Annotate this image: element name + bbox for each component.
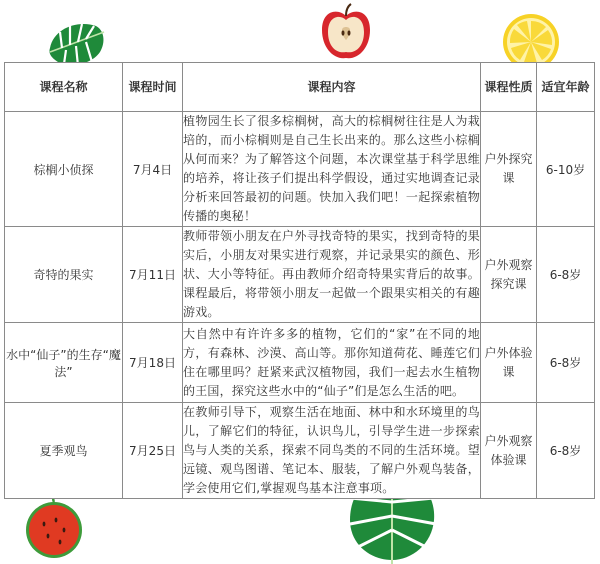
course-type: 户外观察体验课 <box>481 403 537 499</box>
watermelon-icon <box>22 490 86 560</box>
table-row <box>5 112 595 227</box>
table-row <box>5 227 595 323</box>
course-name: 棕榈小侦探 <box>5 112 123 227</box>
header-course-name: 课程名称 <box>5 63 123 112</box>
course-name: 夏季观鸟 <box>5 403 123 499</box>
table-row <box>5 403 595 499</box>
course-date: 7月4日 <box>123 112 183 227</box>
course-type: 户外探究课 <box>481 112 537 227</box>
course-age: 6-8岁 <box>537 403 595 499</box>
table-row <box>5 323 595 403</box>
header-course-time: 课程时间 <box>123 63 183 112</box>
header-course-content: 课程内容 <box>183 63 481 112</box>
course-date: 7月11日 <box>123 227 183 323</box>
course-table <box>4 62 595 499</box>
course-date: 7月25日 <box>123 403 183 499</box>
course-type: 户外体验课 <box>481 323 537 403</box>
course-content: 植物园生长了很多棕榈树，高大的棕榈树往往是人为栽培的，而小棕榈则是自己生长出来的。那么这些小棕榈从何而来？为了解答这个问题，本次课堂基于科学思维的培养，将让孩子们提出科学假设，通过实地调查记录分析来回答最初的问题。快加入我们吧！一起探索植物传播的奥秘！ <box>183 112 481 227</box>
course-age: 6-8岁 <box>537 227 595 323</box>
apple-slice-icon <box>318 2 374 62</box>
course-content: 教师带领小朋友在户外寻找奇特的果实，找到奇特的果实后，小朋友对果实进行观察，并记录果实的颜色、形状、大小等特征。再由教师介绍奇特果实背后的故事。课程最后，将带领小朋友一起做一个跟果实相关的有趣游戏。 <box>183 227 481 323</box>
course-date: 7月18日 <box>123 323 183 403</box>
table-header-row <box>5 63 595 112</box>
course-content: 在教师引导下，观察生活在地面、林中和水环境里的鸟儿，了解它们的特征，认识鸟儿，引导学生进一步探索鸟与人类的关系，探索不同鸟类的不同的生活环境。望远镜、观鸟图谱、笔记本、服装，了解户外观鸟装备，学会使用它们,掌握观鸟基本注意事项。 <box>183 403 481 499</box>
course-type: 户外观察探究课 <box>481 227 537 323</box>
course-name: 水中“仙子”的生存“魔法” <box>5 323 123 403</box>
course-age: 6-10岁 <box>537 112 595 227</box>
course-content: 大自然中有许许多多的植物，它们的“家”在不同的地方，有森林、沙漠、高山等。那你知道荷花、睡莲它们住在哪里吗？赶紧来武汉植物园，我们一起去水生植物的王国，探究这些水中的“仙子”们是怎么生活的吧。 <box>183 323 481 403</box>
header-course-type: 课程性质 <box>481 63 537 112</box>
course-name: 奇特的果实 <box>5 227 123 323</box>
course-age: 6-8岁 <box>537 323 595 403</box>
header-suitable-age: 适宜年龄 <box>537 63 595 112</box>
